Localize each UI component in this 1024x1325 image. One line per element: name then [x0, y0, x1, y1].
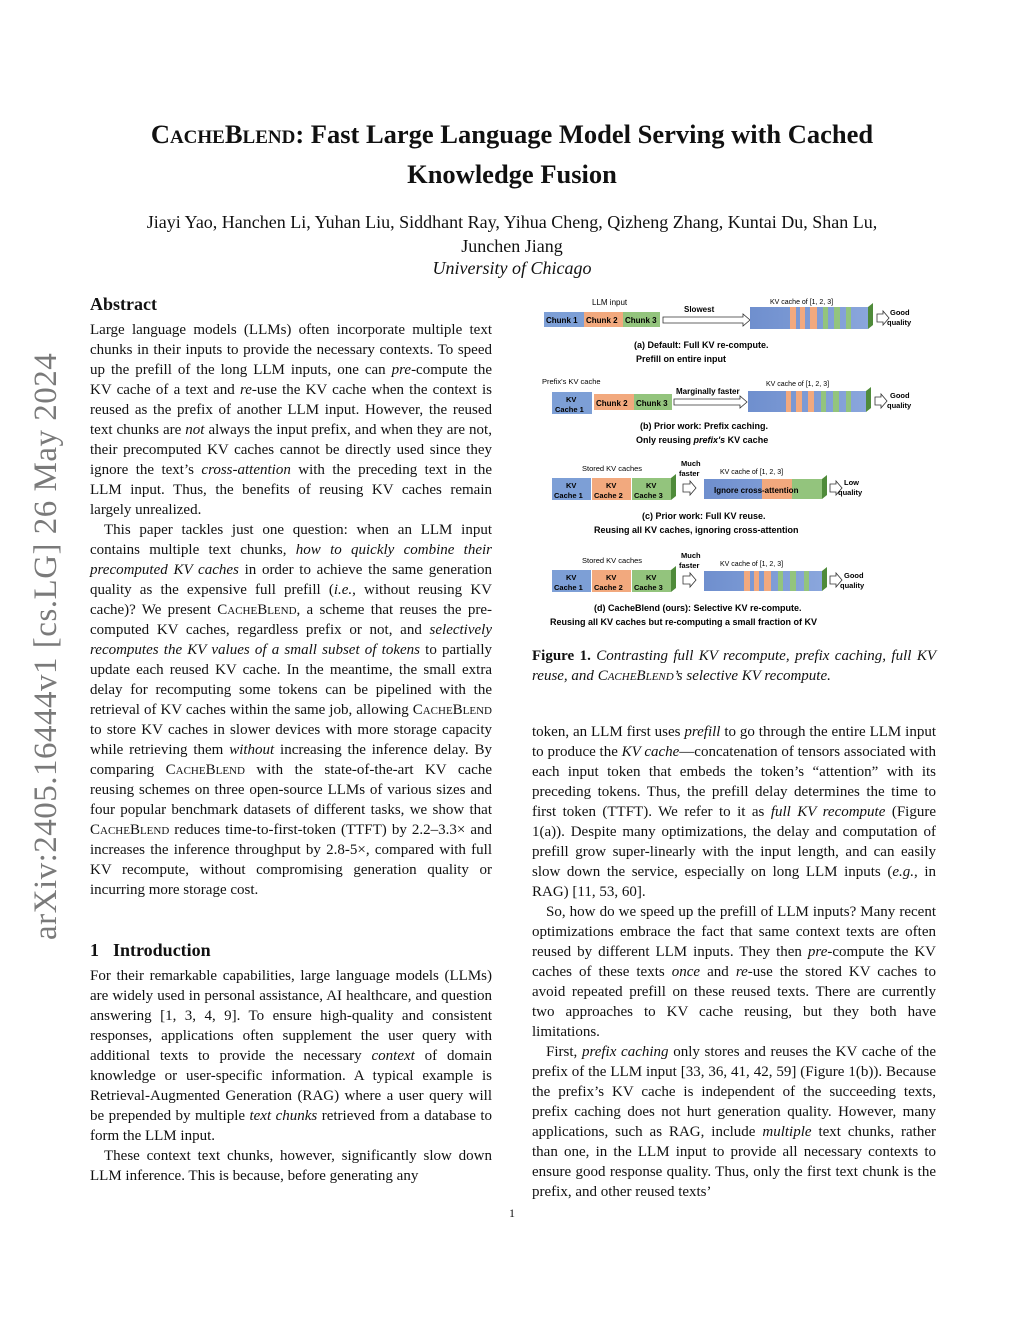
svg-text:quality: quality: [887, 401, 912, 410]
title-system-name: CacheBlend: [150, 119, 296, 149]
svg-text:KV: KV: [646, 481, 657, 490]
svg-text:Cache 3: Cache 3: [634, 583, 663, 592]
svg-text:Cache 3: Cache 3: [634, 491, 663, 500]
a-speed-label: Slowest: [684, 305, 715, 314]
a-kv-label: KV cache of [1, 2, 3]: [770, 299, 834, 306]
svg-text:quality: quality: [887, 318, 912, 327]
a-chunk3-text: Chunk 3: [625, 316, 657, 325]
right-column: [532, 722, 936, 1202]
svg-text:Much: Much: [681, 551, 701, 560]
intro-paragraph-3: token, an LLM first uses prefill to go through the entire LLM input to produce the KV cache—concatenation of tensors associated with each input token that embeds the token’s “attention” with its preceding tokens. Thus, the prefill delay determines the time to first token (TTFT). We refer to it as full KV recompute (Figure 1(a)). Despite many optimizations, the delay and computation of prefill grow super-linearly with the input length, and can easily slow down the service, especially on long LLM inputs (e.g., in RAG) [11, 53, 60].: [532, 724, 937, 900]
page-number: 1: [509, 1206, 515, 1220]
svg-text:Cache 2: Cache 2: [594, 491, 623, 500]
abstract-paragraph-2: This paper tackles just one question: when an LLM input contains multiple text chunks, how to quickly combine their precomputed KV caches in order to achieve the same generation quality as the expensive full prefill (i.e., without reusing KV cache)? We present CacheBlend, a scheme that reuses the pre-computed KV caches, regardless prefix or not, and selectively recomputes the KV values of a small subset of tokens to partially update each reused KV cache. In the meantime, the small extra delay for recomputing some tokens can be pipelined with the retrieval of KV caches within the same job, allowing CacheBlend to store KV caches in slower devices with more storage capacity while retrieving them without increasing the inference delay. By comparing CacheBlend with the state-of-the-art KV cache reusing schemes on three open-source LLMs of various sizes and four popular benchmark datasets of different tasks, we show that CacheBlend reduces time-to-first-token (TTFT) by 2.2–3.3× and increases the inference throughput by 2.8-5×, compared with full KV recompute, without compromising generation quality or incurring more storage cost.: [90, 522, 493, 898]
title-rest: : Fast Large Language Model Serving with Cached: [295, 119, 874, 149]
intro-paragraph-4: So, how do we speed up the prefill of LLM inputs? Many recent optimizations embrace the fact that same context texts are often reused by different LLM inputs. They then pre-compute the KV caches of these texts once and re-use the stored KV caches to avoid repeated prefill on these reused texts. There are currently two approaches to KV cache reusing, but they both have limitations.: [532, 904, 936, 1040]
svg-text:KV: KV: [606, 481, 617, 490]
figure-1-diagram: [538, 296, 938, 636]
svg-text:quality: quality: [838, 488, 863, 497]
authors-line-2: Junchen Jiang: [461, 236, 563, 256]
svg-text:Stored KV caches: Stored KV caches: [582, 464, 643, 473]
a-caption-2: Prefill on entire input: [636, 354, 727, 364]
svg-text:Reusing all KV caches, ignorin: Reusing all KV caches, ignoring cross-attention: [594, 525, 799, 535]
a-caption-1: (a) Default: Full KV re-compute.: [634, 340, 769, 350]
svg-text:Cache 1: Cache 1: [554, 583, 583, 592]
introduction-heading: 1 Introduction: [90, 940, 211, 960]
svg-text:KV cache of [1, 2, 3]: KV cache of [1, 2, 3]: [720, 561, 784, 568]
figure-1-caption: Figure 1. Contrasting full KV recompute, prefix caching, full KV reuse, and CacheBlend’s selective KV recompute.: [532, 648, 937, 684]
title-line2: Knowledge Fusion: [407, 159, 617, 189]
left-column: [90, 294, 492, 1186]
author-list: [80, 210, 944, 258]
c-ignore-label: Ignore cross-attention: [714, 486, 799, 495]
intro-paragraph-5: First, prefix caching only stores and reuses the KV cache of the prefix of the LLM input [33, 36, 41, 42, 59] (Figure 1(b)). Because the prefix’s KV cache is independent of the succeeding texts, prefix caching does not hurt generation quality. However, many applications, such as RAG, include multiple text chunks, rather than one, in the LLM input to provide all necessary contexts to ensure good response quality. Thus, only the first text chunk is the prefix, and other reused texts’: [532, 1044, 937, 1200]
svg-text:Cache 2: Cache 2: [594, 583, 623, 592]
svg-text:(b) Prior work: Prefix caching: (b) Prior work: Prefix caching.: [640, 421, 769, 431]
paper-title: [60, 114, 964, 194]
affiliation: University of Chicago: [432, 258, 592, 278]
svg-text:Good: Good: [890, 308, 910, 317]
a-llm-input-label: LLM input: [592, 298, 628, 307]
svg-text:Good: Good: [890, 391, 910, 400]
svg-text:KV: KV: [646, 573, 657, 582]
svg-text:quality: quality: [840, 581, 865, 590]
svg-text:Low: Low: [844, 478, 859, 487]
svg-text:faster: faster: [679, 561, 700, 570]
svg-text:(c) Prior work: Full KV reuse.: (c) Prior work: Full KV reuse.: [642, 511, 766, 521]
svg-text:KV: KV: [566, 573, 577, 582]
svg-text:Cache 1: Cache 1: [555, 405, 584, 414]
abstract-heading: Abstract: [90, 294, 157, 314]
abstract-paragraph-1: Large language models (LLMs) often incorporate multiple text chunks in their inputs to provide the necessary contexts. To speed up the prefill of the long LLM inputs, one can pre-compute the KV cache of a text and re-use the KV cache when the context is reused as the prefix of another LLM input. However, the reused text chunks are not always the input prefix, and when they are not, their precomputed KV caches cannot be directly used since they ignore the text’s cross-attention with the preceding text in the LLM input. Thus, the benefits of reusing KV caches remain largely unrealized.: [90, 322, 493, 518]
svg-text:Reusing all KV caches but re-c: Reusing all KV caches but re-computing a small fraction of KV: [550, 617, 818, 627]
svg-text:Only reusing prefix's KV cache: Only reusing prefix's KV cache: [636, 435, 769, 445]
svg-text:Marginally faster: Marginally faster: [676, 387, 740, 396]
a-chunk1-text: Chunk 1: [546, 316, 578, 325]
svg-text:KV: KV: [566, 395, 577, 404]
svg-text:faster: faster: [679, 469, 700, 478]
intro-paragraph-2: These context text chunks, however, significantly slow down LLM inference. This is because, before generating any: [90, 1148, 492, 1184]
svg-text:Prefix's KV cache: Prefix's KV cache: [542, 377, 601, 386]
svg-text:Chunk 2: Chunk 2: [596, 399, 628, 408]
svg-text:KV: KV: [606, 573, 617, 582]
a-arrow: [663, 314, 750, 326]
svg-text:Cache 1: Cache 1: [554, 491, 583, 500]
arxiv-identifier: arXiv:2405.16444v1 [cs.LG] 26 May 2024: [28, 352, 64, 940]
svg-text:Chunk 3: Chunk 3: [636, 399, 668, 408]
intro-paragraph-1: For their remarkable capabilities, large language models (LLMs) are widely used in personal assistance, AI healthcare, and question answering [1, 3, 4, 9]. To ensure high-quality and consistent responses, applications often supplement the user query with additional texts to provide the necessary context of domain knowledge or user-specific information. A typical example is Retrieval-Augmented Generation (RAG) where a user query will be prepended by multiple text chunks retrieved from a database to form the LLM input.: [90, 968, 493, 1144]
svg-text:KV: KV: [566, 481, 577, 490]
svg-text:Good: Good: [844, 571, 864, 580]
authors-line-1: Jiayi Yao, Hanchen Li, Yuhan Liu, Siddhant Ray, Yihua Cheng, Qizheng Zhang, Kuntai Du, Shan Lu,: [146, 212, 878, 232]
a-chunk2-text: Chunk 2: [586, 316, 618, 325]
svg-text:KV cache of [1, 2, 3]: KV cache of [1, 2, 3]: [720, 469, 784, 476]
svg-text:Stored KV caches: Stored KV caches: [582, 556, 643, 565]
svg-text:KV cache of [1, 2, 3]: KV cache of [1, 2, 3]: [766, 381, 830, 388]
svg-text:Much: Much: [681, 459, 701, 468]
svg-text:(d) CacheBlend (ours): Selecti: (d) CacheBlend (ours): Selective KV re-compute.: [594, 603, 802, 613]
